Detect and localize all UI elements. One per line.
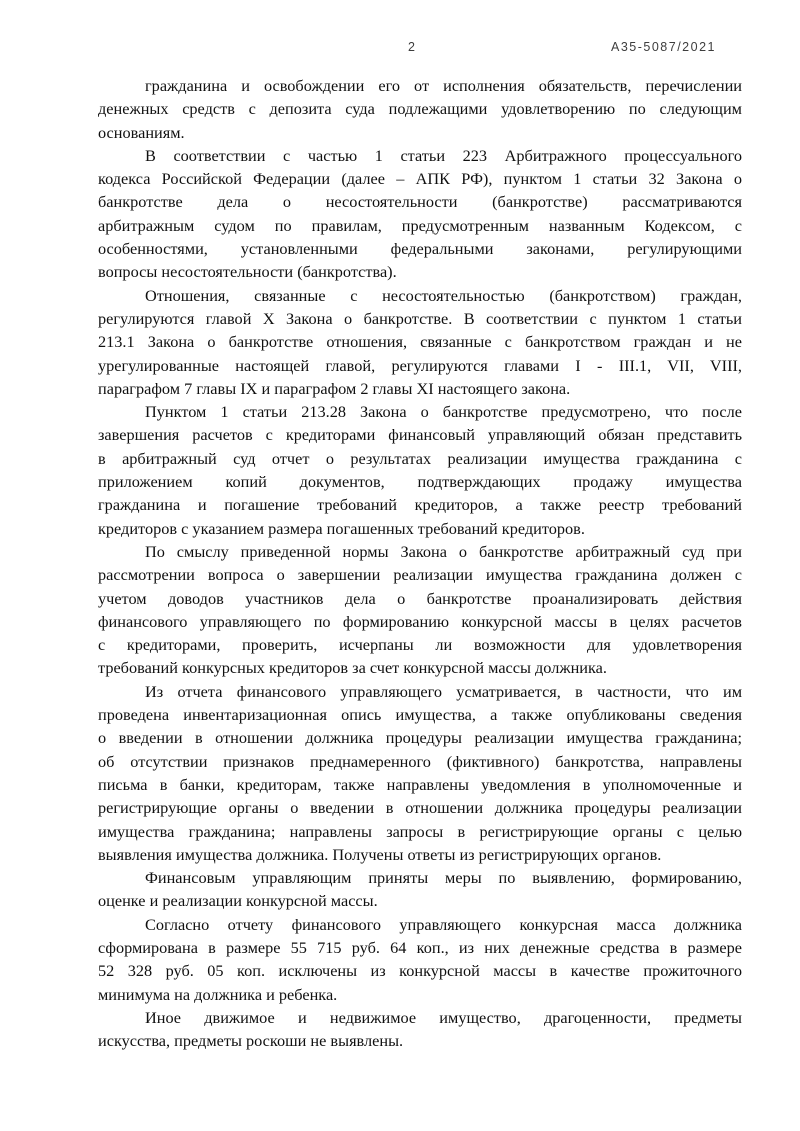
document-body (98, 74, 742, 1052)
text-line: банкротстве дела о несостоятельности (банкротстве) рассматриваются (98, 192, 742, 212)
text-line: денежных средств с депозита суда подлежащими удовлетворению по следующим (98, 99, 742, 119)
paragraph (98, 284, 742, 400)
paragraph (98, 74, 742, 144)
text-line: учетом доводов участников дела о банкротстве проанализировать действия (98, 588, 742, 608)
text-line: вопросы несостоятельности (банкротства). (98, 262, 397, 282)
text-line: основаниям. (98, 122, 185, 142)
text-line: В соответствии с частью 1 статьи 223 Арбитражного процессуального (145, 145, 742, 165)
text-line: гражданина и погашение требований кредиторов, а также реестр требований (98, 495, 742, 515)
text-line: урегулированные настоящей главой, регулируются главами I - III.1, VII, VIII, (98, 355, 742, 375)
text-line: искусства, предметы роскоши не выявлены. (98, 1031, 404, 1051)
paragraph (98, 866, 742, 913)
text-line: сформирована в размере 55 715 руб. 64 коп., из них денежные средства в размере (98, 937, 742, 957)
text-line: Иное движимое и недвижимое имущество, драгоценности, предметы (145, 1007, 742, 1027)
paragraph (98, 400, 742, 540)
text-line: Пунктом 1 статьи 213.28 Закона о банкротстве предусмотрено, что после (145, 402, 742, 422)
text-line: регистрирующие органы о введении в отношении должника процедуры реализации (98, 798, 742, 818)
text-line: минимума на должника и ребенка. (98, 984, 338, 1004)
text-line: требований конкурсных кредиторов за счет конкурсной массы должника. (98, 658, 607, 678)
text-line: гражданина и освобождении его от исполнения обязательств, перечислении (145, 76, 742, 95)
page-number: 2 (407, 40, 416, 54)
text-line: завершения расчетов с кредиторами финансовый управляющий обязан представить (98, 425, 742, 445)
text-line: Финансовым управляющим приняты меры по выявлению, формированию, (145, 868, 742, 888)
text-line: с кредиторами, проверить, исчерпаны ли возможности для удовлетворения (98, 635, 742, 655)
text-line: кредиторов с указанием размера погашенных требований кредиторов. (98, 518, 585, 538)
text-line: 52 328 руб. 05 коп. исключены из конкурсной массы в качестве прожиточного (98, 961, 742, 981)
text-line: параграфом 7 главы IX и параграфом 2 главы XI настоящего закона. (98, 378, 571, 398)
text-line: 213.1 Закона о банкротстве отношения, связанные с банкротством граждан и не (98, 332, 742, 352)
paragraph (98, 680, 742, 866)
paragraph (98, 913, 742, 1006)
text-line: арбитражным судом по правилам, предусмотренным названным Кодексом, с (98, 215, 742, 235)
text-line: выявления имущества должника. Получены ответы из регистрирующих органов. (98, 844, 662, 864)
text-line: о введении в отношении должника процедуры реализации имущества гражданина; (98, 728, 742, 748)
text-line: рассмотрении вопроса о завершении реализации имущества гражданина должен с (98, 565, 742, 585)
text-line: в арбитражный суд отчет о результатах реализации имущества гражданина с (98, 448, 742, 468)
paragraph (98, 1006, 742, 1053)
text-line: Из отчета финансового управляющего усматривается, в частности, что им (145, 681, 742, 701)
paragraph (98, 540, 742, 680)
text-line: письма в банки, кредиторам, также направлены уведомления в уполномоченные и (98, 774, 742, 794)
text-line: проведена инвентаризационная опись имущества, а также опубликованы сведения (98, 705, 742, 725)
text-line: финансового управляющего по формированию конкурсной массы в целях расчетов (98, 611, 742, 631)
text-line: регулируются главой X Закона о банкротстве. В соответствии с пунктом 1 статьи (98, 308, 742, 328)
text-line: Отношения, связанные с несостоятельностью (банкротством) граждан, (145, 285, 742, 305)
text-line: оценке и реализации конкурсной массы. (98, 891, 378, 911)
case-number: А35-5087/2021 (611, 40, 716, 54)
page-header (0, 40, 800, 56)
paragraph (98, 144, 742, 284)
text-line: кодекса Российской Федерации (далее – АПК РФ), пунктом 1 статьи 32 Закона о (98, 169, 742, 189)
text-line: особенностями, установленными федеральными законами, регулирующими (98, 239, 742, 259)
text-line: Согласно отчету финансового управляющего конкурсная масса должника (145, 914, 742, 934)
text-line: приложением копий документов, подтверждающих продажу имущества (98, 472, 742, 492)
text-line: По смыслу приведенной нормы Закона о банкротстве арбитражный суд при (145, 541, 742, 561)
text-line: имущества гражданина; направлены запросы в регистрирующие органы с целью (98, 821, 742, 841)
text-line: об отсутствии признаков преднамеренного (фиктивного) банкротства, направлены (98, 751, 742, 771)
